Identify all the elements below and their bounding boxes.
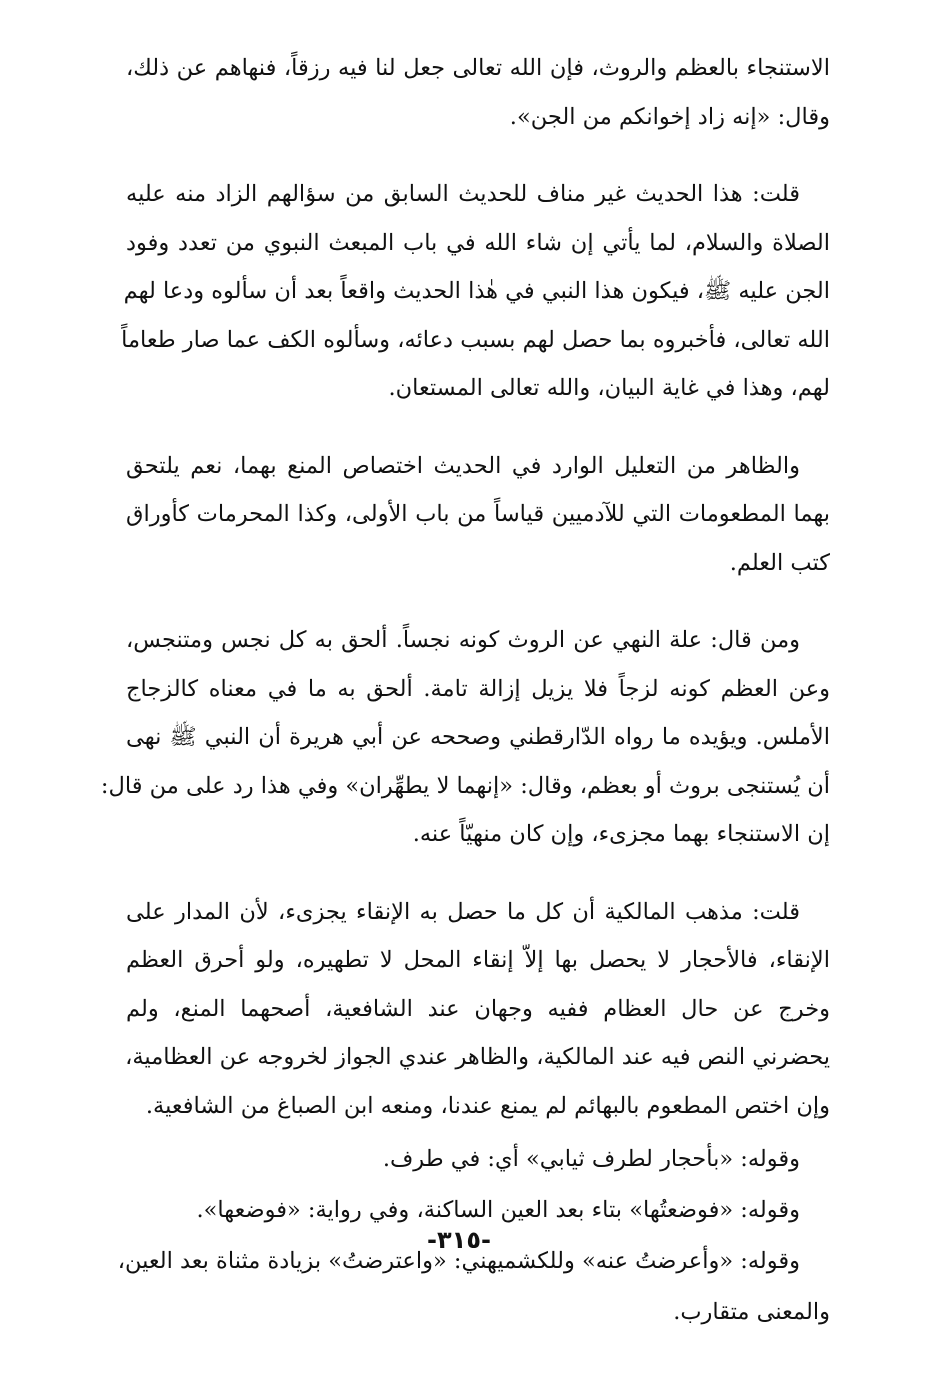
paragraph [126,44,830,141]
paragraph [126,888,830,1131]
text-line: أن يُستنجى بروث أو بعظم، وقال: «إنهما لا يطهِّران» وفي هذا رد على من قال: [100,772,830,799]
text-line: كتب العلم. [729,549,830,576]
text-line: الصلاة والسلام، لما يأتي إن شاء الله في باب المبعث النبوي من تعدد وفود [126,229,830,256]
text-line: قلت: هذا الحديث غير مناف للحديث السابق من سؤالهم الزاد منه عليه [126,181,800,207]
text-line: الجن عليه ﷺ، فيكون هذا النبي في هٰذا الحديث واقعاً بعد أن سألوه ودعا لهم [123,278,830,304]
text-line: وقال: «إنه زاد إخوانكم من الجن». [509,103,830,130]
text-line: لهم، وهذا في غاية البيان، والله تعالى المستعان. [388,375,830,401]
body-text [100,44,830,1338]
paragraph [126,442,830,588]
text-line: إن الاستنجاء بهما مجزىء، وإن كان منهيّاً عنه. [412,821,830,847]
paragraph [121,170,830,413]
text-line: وإن اختص المطعوم بالبهائم لم يمنع عندنا، ومنعه ابن الصباغ من الشافعية. [145,1092,830,1119]
text-line: الاستنجاء بالعظم والروث، فإن الله تعالى جعل لنا فيه رزقاً، فنهاهم عن ذلك، [126,55,830,81]
annotation-line: وقوله: «فوضعتُها» بتاء بعد العين الساكنة، وفي رواية: «فوضعها». [196,1197,800,1223]
text-line: الله تعالى، فأخبروه بما حصل لهم بسبب دعائه، وسألوه الكف عما صار طعاماً [121,326,830,353]
text-line: والمعنى متقارب. [673,1299,830,1325]
paragraph [100,616,830,859]
annotation-line: وقوله: «وأعرضتُ عنه» وللكشميهني: «واعترضتُ» بزيادة مثناة بعد العين، [117,1248,800,1274]
text-line: بهما المطعومات التي للآدميين قياساً من باب الأولى، وكذا المحرمات كأوراق [126,501,830,527]
annotation-line: وقوله: «بأحجار لطرف ثيابي» أي: في طرف. [382,1146,800,1172]
text-line: الإنقاء، فالأحجار لا يحصل بها إلاّ إنقاء المحل لا تطهيره، ولو أحرق العظم [126,947,830,973]
text-line: والظاهر من التعليل الوارد في الحديث اختصاص المنع بهما، نعم يلتحق [126,452,800,479]
page-number: -٣١٥- [427,1226,491,1254]
text-line: وخرج عن حال العظام ففيه وجهان عند الشافعية، أصحهما المنع، ولم [126,995,830,1022]
text-line: قلت: مذهب المالكية أن كل ما حصل به الإنقاء يجزىء، لأن المدار على [126,898,800,925]
text-line: يحضرني النص فيه عند المالكية، والظاهر عندي الجواز لخروجه عن العظامية، [125,1044,830,1070]
text-line: ومن قال: علة النهي عن الروث كونه نجساً. ألحق به كل نجس ومتنجس، [126,627,800,653]
text-line: الأملس. ويؤيده ما رواه الدّارقطني وصححه عن أبي هريرة أن النبي ﷺ نهى [126,724,830,750]
text-line: وعن العظم كونه لزجاً فلا يزيل إزالة تامة. ألحق به ما في معناه كالزجاج [126,675,830,702]
